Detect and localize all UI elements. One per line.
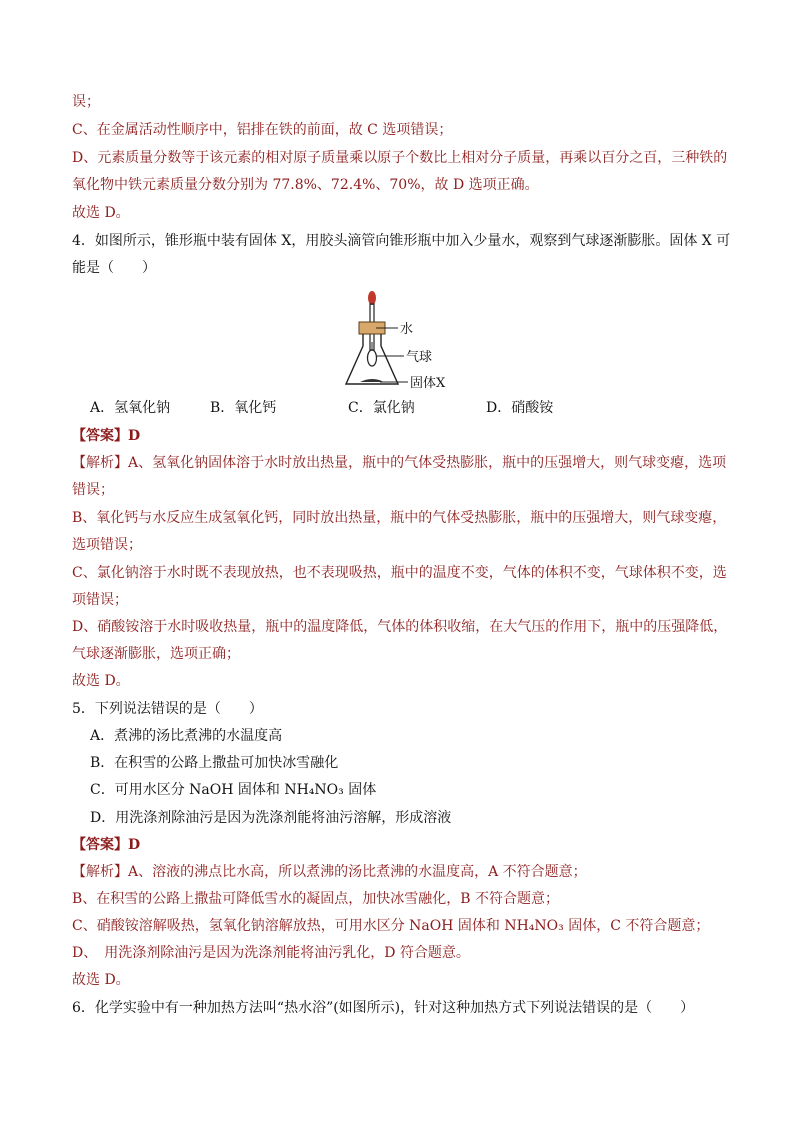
flask-figure xyxy=(334,284,464,396)
label-water: 水 xyxy=(400,322,414,337)
option-a: A．煮沸的汤比煮沸的水温度高 xyxy=(90,728,283,744)
analysis-line: C、氯化钠溶于水时既不表现放热，也不表现吸热，瓶中的温度不变，气体的体积不变，气球体积不变，选 xyxy=(72,565,727,581)
dropper-bulb xyxy=(368,291,376,305)
option-d: D．硝酸铵 xyxy=(486,400,554,416)
analysis-line: 故选 D。 xyxy=(72,972,130,988)
text-line: 误； xyxy=(72,94,100,110)
analysis-line: 【解析】A、氢氧化钠固体溶于水时放出热量，瓶中的气体受热膨胀，瓶中的压强增大，则气球变瘪，选项 xyxy=(72,455,727,471)
analysis-line: B、氧化钙与水反应生成氢氧化钙，同时放出热量，瓶中的气体受热膨胀，瓶中的压强增大，则气球变瘪， xyxy=(72,510,727,526)
balloon xyxy=(368,350,377,366)
question-4-stem-cont: 能是（ ） xyxy=(72,260,156,276)
question-4-stem: 4．如图所示，锥形瓶中装有固体 X，用胶头滴管向锥形瓶中加入少量水，观察到气球逐渐膨胀。固体 X 可 xyxy=(72,233,731,249)
label-solid-x: 固体X xyxy=(410,376,446,391)
answer-label: 【答案】D xyxy=(72,428,141,444)
analysis-line: 故选 D。 xyxy=(72,673,130,689)
analysis-line: B、在积雪的公路上撒盐可降低雪水的凝固点，加快冰雪融化，B 不符合题意； xyxy=(72,891,560,907)
conical-flask xyxy=(346,334,398,384)
option-b: B．氧化钙 xyxy=(210,400,277,416)
label-balloon: 气球 xyxy=(406,350,433,365)
analysis-line: 气球逐渐膨胀，选项正确； xyxy=(72,646,240,662)
analysis-line: 项错误； xyxy=(72,592,128,608)
option-c: C．可用水区分 NaOH 固体和 NH₄NO₃ 固体 xyxy=(90,782,377,798)
question-6-stem: 6．化学实验中有一种加热方法叫“热水浴”(如图所示)，针对这种加热方式下列说法错误的是（ ） xyxy=(72,1000,695,1016)
option-c: C．氯化钠 xyxy=(348,400,415,416)
analysis-line: 【解析】A、溶液的沸点比水高，所以煮沸的汤比煮沸的水温度高，A 不符合题意； xyxy=(72,864,587,880)
analysis-line: 选项错误； xyxy=(72,537,142,553)
question-5-stem: 5．下列说法错误的是（ ） xyxy=(72,701,263,717)
text-line: D、元素质量分数等于该元素的相对原子质量乘以原子个数比上相对分子质量，再乘以百分之百，三种铁的 xyxy=(72,150,728,166)
analysis-line: D、硝酸铵溶于水时吸收热量，瓶中的温度降低，气体的体积收缩，在大气压的作用下，瓶中的压强降低， xyxy=(72,619,728,635)
option-b: B．在积雪的公路上撒盐可加快冰雪融化 xyxy=(90,755,339,771)
text-line: C、在金属活动性顺序中，铝排在铁的前面，故 C 选项错误； xyxy=(72,122,453,138)
analysis-line: C、硝酸铵溶解吸热，氢氧化钠溶解放热，可用水区分 NaOH 固体和 NH₄NO₃ 固体，C 不符合题意； xyxy=(72,918,710,934)
text-line: 故选 D。 xyxy=(72,205,130,221)
answer-label: 【答案】D xyxy=(72,837,141,853)
analysis-line: 错误； xyxy=(72,482,114,498)
text-line: 氧化物中铁元素质量分数分别为 77.8%、72.4%、70%，故 D 选项正确。 xyxy=(72,177,539,193)
analysis-line: D、 用洗涤剂除油污是因为洗涤剂能将油污乳化，D 符合题意。 xyxy=(72,945,470,961)
option-a: A．氢氧化钠 xyxy=(90,400,171,416)
option-d: D．用洗涤剂除油污是因为洗涤剂能将油污溶解，形成溶液 xyxy=(90,810,452,826)
